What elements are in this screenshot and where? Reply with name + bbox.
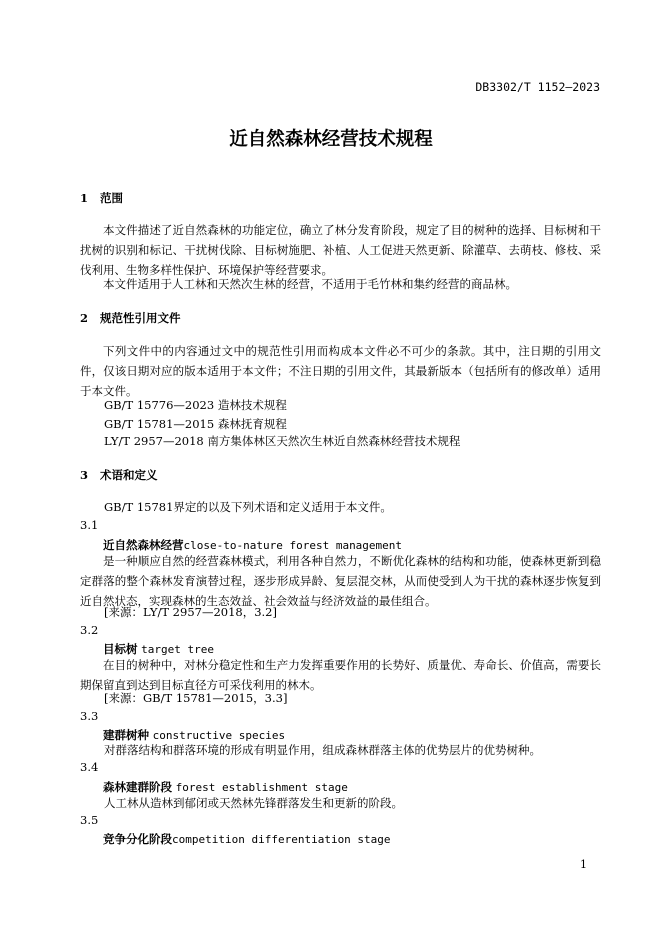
term-name-en: constructive species (152, 729, 286, 742)
term-number: 3.3 (80, 709, 99, 723)
section-1-heading (80, 190, 123, 206)
section-1-paragraph-1: 本文件描述了近自然森林的功能定位，确立了林分发育阶段，规定了目的树种的选择、目标树和干扰树的识别和标记、干扰树伐除、目标树施肥、补植、人工促进天然更新、除灌草、去萌枝、修枝、采伐利用、生物多样性保护、环境保护等经营要求。 (80, 223, 601, 277)
term-name (103, 779, 348, 795)
term-definition: 对群落结构和群落环境的形成有明显作用，组成森林群落主体的优势层片的优势树种。 (104, 743, 541, 757)
page-number: 1 (580, 858, 587, 871)
reference-item: GB/T 15781—2015 森林抚育规程 (104, 417, 287, 431)
term-name-en: competition differentiation stage (172, 833, 391, 846)
section-1-paragraph-2: 本文件适用于人工林和天然次生林的经营，不适用于毛竹林和集约经营的商品林。 (103, 277, 517, 291)
section-3-number: 3 (80, 468, 89, 482)
section-2-number: 2 (80, 311, 89, 325)
term-definition: 在目的树种中，对林分稳定性和生产力发挥重要作用的长势好、质量优、寿命长、价值高，需要长期保留直到达到目标直径方可采伐利用的林木。 (80, 658, 601, 692)
term-name-en: forest establishment stage (175, 781, 348, 794)
term-definition: 是一种顺应自然的经营森林模式，利用各种自然力，不断优化森林的结构和功能，使森林更新到稳定群落的整个森林发育演替过程，逐步形成异龄、复层混交林，从而使受到人为干扰的森林逐步恢复到近自然状态，实现森林的生态效益、社会效益与经济效益的最佳组合。 (80, 554, 601, 608)
page-title: 近自然森林经营技术规程 (229, 129, 433, 150)
standard-number: DB3302/T 1152—2023 (475, 80, 600, 94)
term-number: 3.5 (80, 813, 99, 827)
section-1-number: 1 (80, 191, 89, 205)
section-2-intro: 下列文件中的内容通过文中的规范性引用而构成本文件必不可少的条款。其中，注日期的引用文件，仅该日期对应的版本适用于本文件；不注日期的引用文件，其最新版本（包括所有的修改单）适用于本文件。 (80, 344, 601, 398)
term-number: 3.2 (80, 623, 99, 637)
term-name (103, 727, 285, 743)
term-name-zh: 竞争分化阶段 (103, 832, 172, 846)
section-1-title: 范围 (100, 191, 123, 205)
term-name-zh: 目标树 (103, 642, 138, 656)
section-2-heading (80, 310, 181, 326)
term-definition: 人工林从造林到郁闭或天然林先锋群落发生和更新的阶段。 (104, 796, 403, 810)
section-3-heading (80, 467, 158, 483)
section-2-title: 规范性引用文件 (100, 311, 181, 325)
term-name (103, 831, 391, 847)
reference-item: LY/T 2957—2018 南方集体林区天然次生林近自然森林经营技术规程 (104, 434, 461, 448)
term-number: 3.4 (80, 760, 99, 774)
term-name-zh: 近自然森林经营 (103, 538, 184, 552)
term-number: 3.1 (80, 518, 99, 532)
term-name-en: target tree (141, 643, 215, 656)
term-source: [来源：LY/T 2957—2018，3.2] (104, 605, 277, 619)
term-name-zh: 建群树种 (103, 728, 149, 742)
reference-item: GB/T 15776—2023 造林技术规程 (104, 398, 287, 412)
term-source: [来源：GB/T 15781—2015，3.3] (104, 691, 288, 705)
section-3-title: 术语和定义 (100, 468, 158, 482)
term-name-zh: 森林建群阶段 (103, 780, 172, 794)
section-3-intro: GB/T 15781界定的以及下列术语和定义适用于本文件。 (104, 500, 392, 514)
term-name-en: close-to-nature forest management (183, 539, 403, 552)
